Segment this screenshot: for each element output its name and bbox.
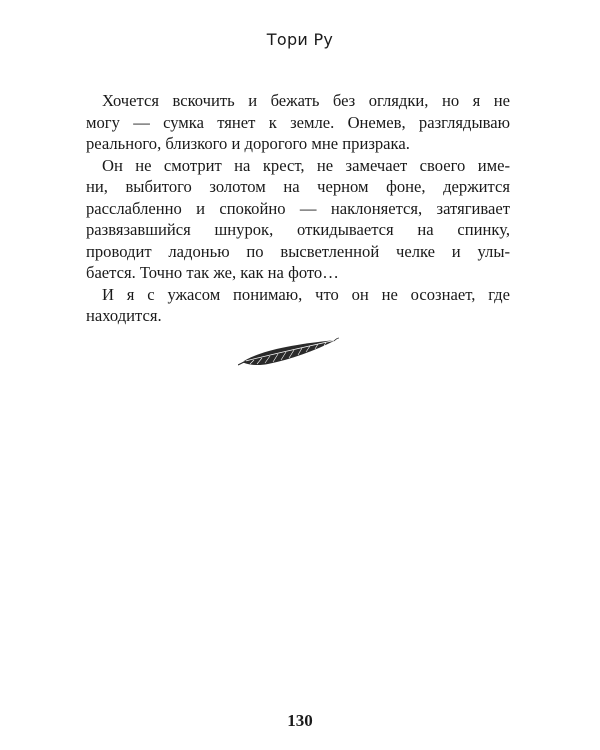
text-line: И я с ужасом понимаю, что он не осознает, где <box>102 284 510 304</box>
text-line: Хочется вскочить и бежать без оглядки, но я не <box>102 91 510 110</box>
text-line: реального, близкого и дорогого мне призрака. <box>86 134 410 153</box>
text-line: развязавшийся шнурок, откидывается на спинку, <box>86 220 510 239</box>
feather-icon <box>238 337 340 377</box>
body-text <box>86 90 510 327</box>
running-head: Тори Ру <box>266 30 334 49</box>
text-line: Он не смотрит на крест, не замечает своего име- <box>102 155 510 175</box>
text-line: бается. Точно так же, как на фото… <box>86 263 339 282</box>
text-line: могу — сумка тянет к земле. Онемев, разглядываю <box>86 112 510 132</box>
text-line: находится. <box>86 306 162 325</box>
text-line: ни, выбитого золотом на черном фоне, держится <box>86 177 510 196</box>
text-line: расслабленно и спокойно — наклоняется, затягивает <box>86 198 510 218</box>
text-line: проводит ладонью по высветленной челке и улы- <box>86 241 510 261</box>
page-number: 130 <box>287 711 313 730</box>
